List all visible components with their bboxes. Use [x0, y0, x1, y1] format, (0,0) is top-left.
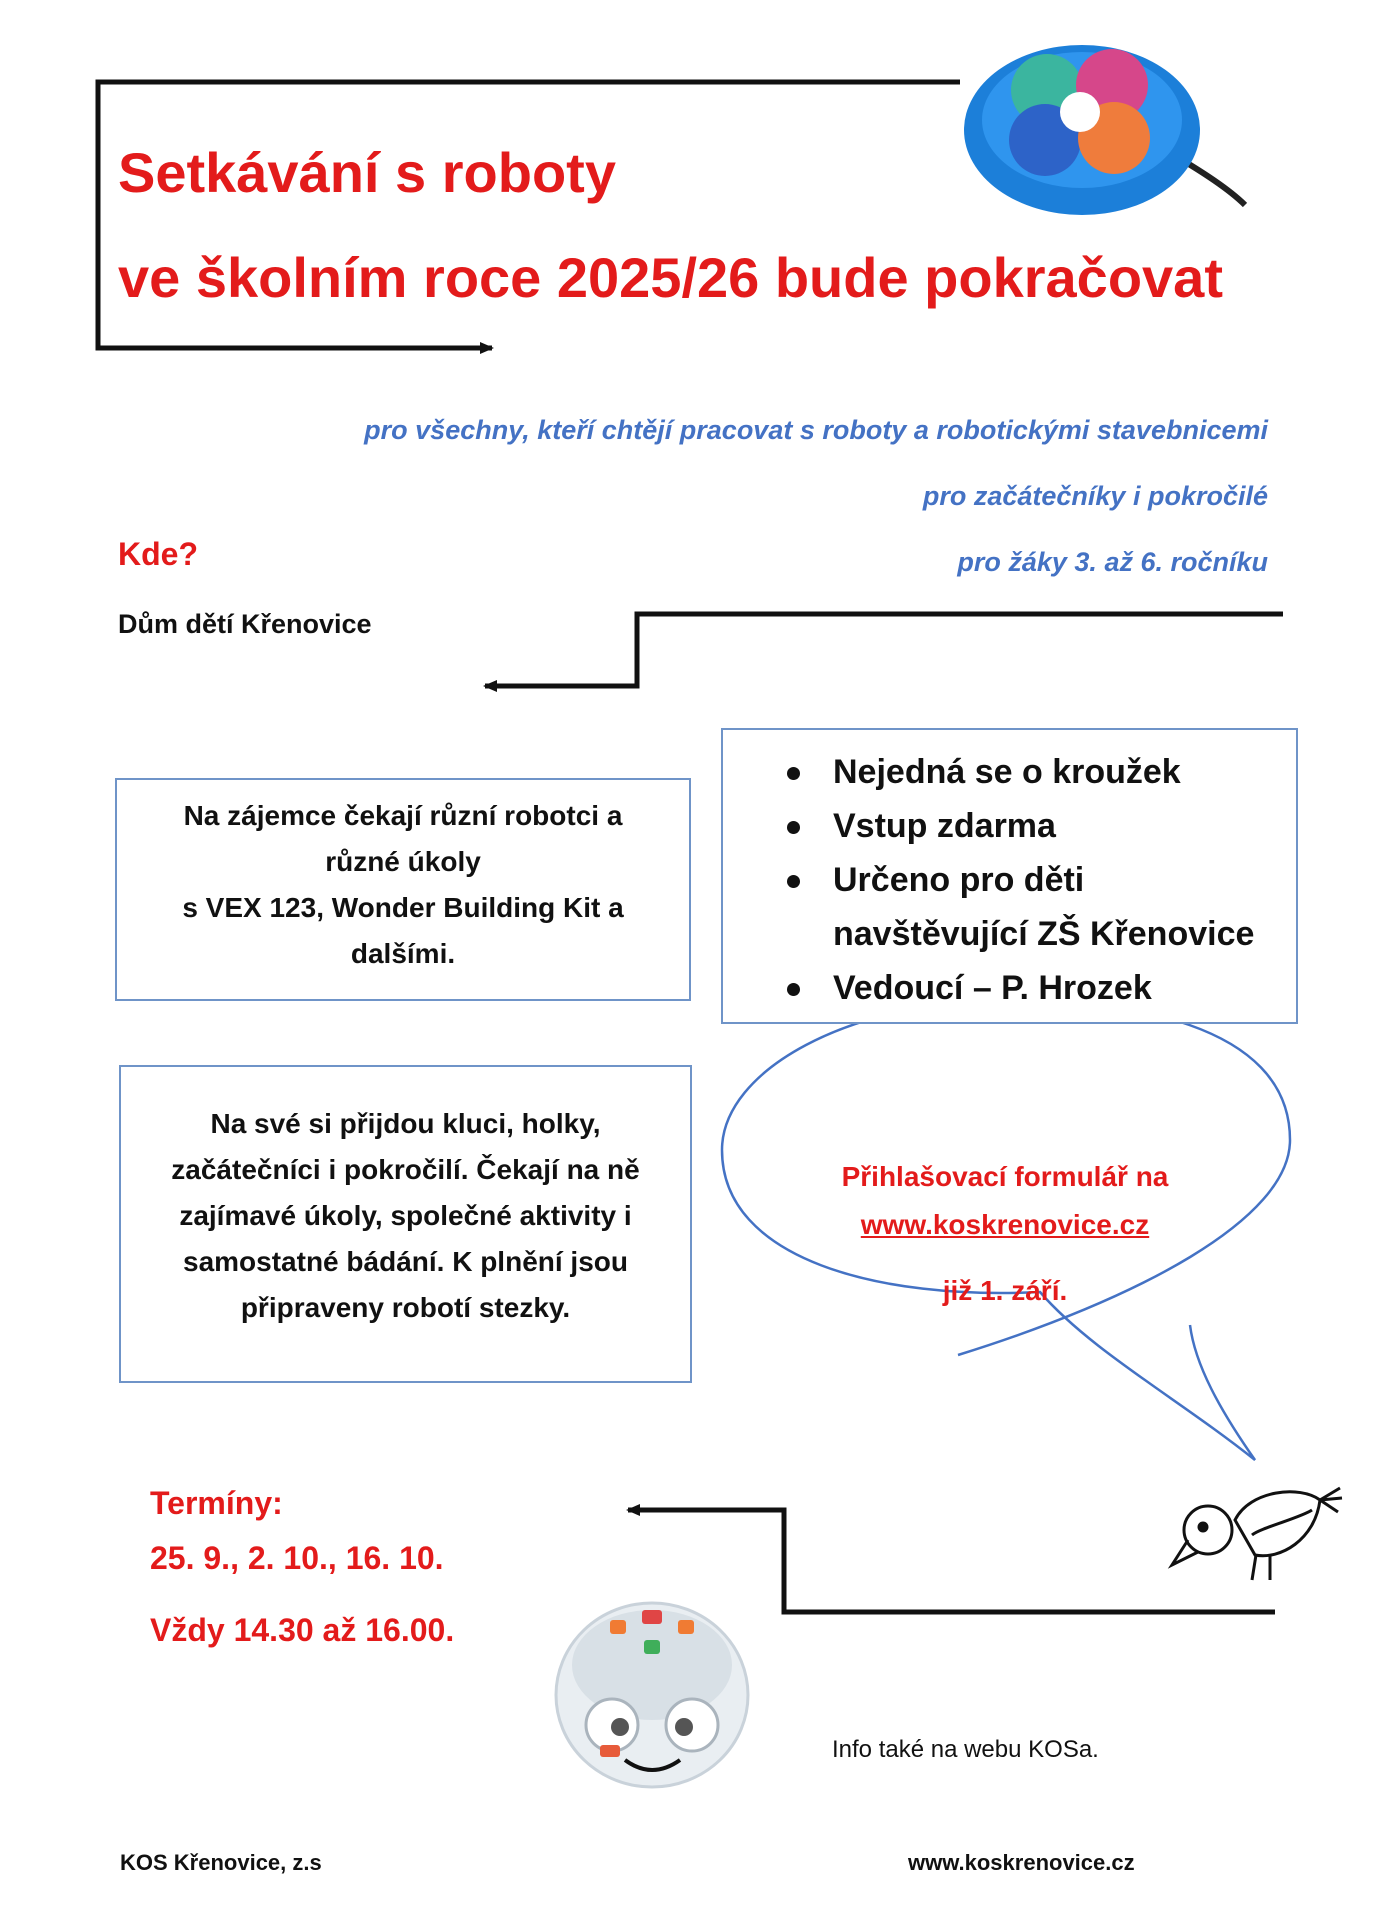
blue-bot-robot-image	[556, 1603, 748, 1787]
activities-line: zajímavé úkoly, společné aktivity i	[179, 1200, 632, 1231]
bubble-text	[780, 1153, 1230, 1315]
subtitle-audience: pro všechny, kteří chtějí pracovat s roboty a robotickými stavebnicemi	[364, 415, 1268, 445]
bullet-item: Vstup zdarma	[723, 799, 1296, 853]
robots-info-line: dalšími.	[350, 938, 456, 969]
location-heading: Kde?	[118, 536, 198, 572]
bird-drawing	[1172, 1488, 1342, 1580]
terms-dates: 25. 9., 2. 10., 16. 10.	[150, 1540, 444, 1576]
location-place: Dům dětí Křenovice	[118, 609, 372, 639]
conditions-box	[721, 728, 1298, 1024]
robots-info-line: Na zájemce čekají různí robotci a	[183, 800, 623, 831]
page-title: Setkávání s roboty	[118, 141, 616, 204]
terms-heading: Termíny:	[150, 1485, 283, 1521]
bullet-item: Určeno pro děti	[723, 853, 1296, 907]
activities-line: připraveny robotí stezky.	[240, 1292, 571, 1323]
robots-info-line: různé úkoly	[325, 846, 481, 877]
bullet-item: Nejedná se o kroužek	[723, 745, 1296, 799]
subtitle-level: pro začátečníky i pokročilé	[922, 481, 1268, 511]
subtitle-grades: pro žáky 3. až 6. ročníku	[957, 547, 1268, 577]
activities-box	[119, 1065, 692, 1383]
footer-website[interactable]: www.koskrenovice.cz	[908, 1850, 1135, 1875]
terms-time: Vždy 14.30 až 16.00.	[150, 1612, 455, 1648]
page-title-line2: ve školním roce 2025/26 bude pokračovat	[118, 246, 1223, 309]
footer-organization: KOS Křenovice, z.s	[120, 1850, 322, 1875]
bullet-item-continuation: navštěvující ZŠ Křenovice	[833, 915, 1255, 953]
activities-line: Na své si přijdou kluci, holky,	[210, 1108, 601, 1139]
vex-123-robot-image	[964, 45, 1245, 215]
bullet-item: Vedoucí – P. Hrozek	[723, 961, 1296, 1015]
location-step-arrow	[485, 614, 1283, 686]
registration-label: Přihlašovací formulář na	[841, 1161, 1169, 1192]
activities-line: začátečníci i pokročilí. Čekají na ně	[171, 1154, 640, 1185]
robots-info-box	[115, 778, 691, 1001]
robots-info-line: s VEX 123, Wonder Building Kit a	[182, 892, 624, 923]
registration-date: již 1. září.	[942, 1275, 1068, 1306]
activities-line: samostatné bádání. K plnění jsou	[183, 1246, 628, 1277]
info-text: Info také na webu KOSa.	[832, 1736, 1099, 1763]
registration-link[interactable]: www.koskrenovice.cz	[860, 1209, 1150, 1240]
